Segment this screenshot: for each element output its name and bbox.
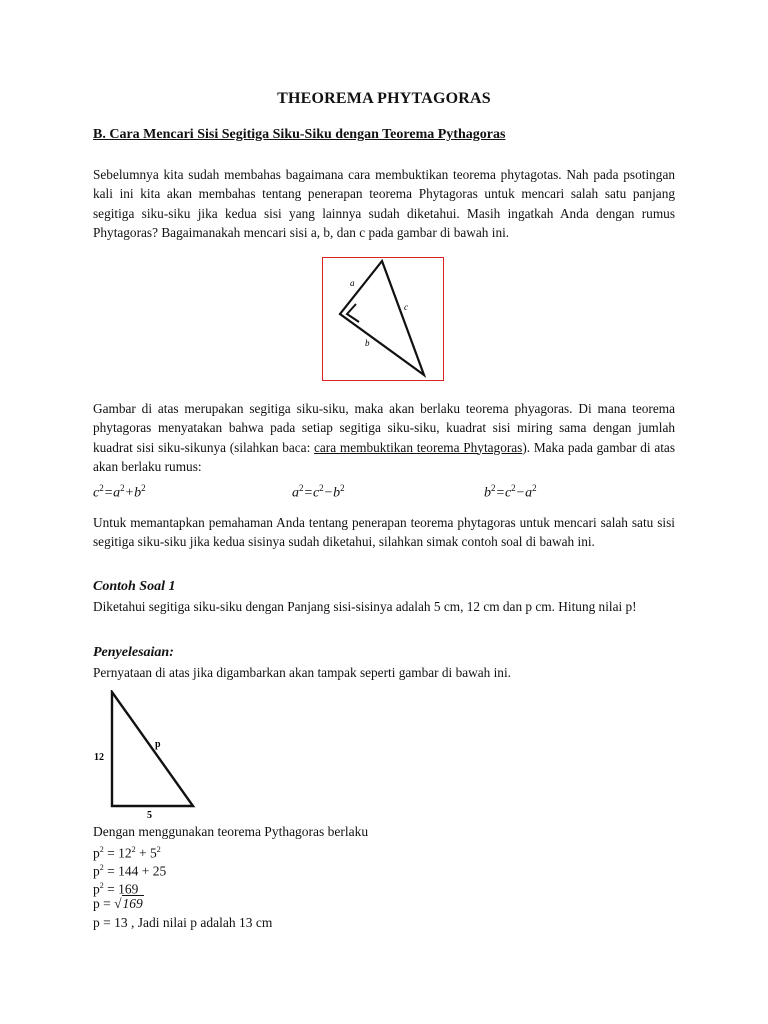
label-12: 12 xyxy=(94,752,104,763)
triangle-abc-drawing xyxy=(323,258,443,380)
intro-paragraph: Sebelumnya kita sudah membahas bagaimana cara membuktikan teorema phytagotas. Nah pada psotingan kali ini kita akan membahas tentang penerapan teorema Phytagoras untuk mencari salah satu panjang segitiga siku-siku jika kedua sisi yang lainnya sudah diketahui. Masih ingatkah Anda dengan rumus Phytagoras? Bagaimanakah mencari sisi a, b, dan c pada gambar di bawah ini. xyxy=(93,167,675,240)
page-title: THEOREMA PHYTAGORAS xyxy=(277,90,491,107)
formula-c-squared: $c^2=a^2+b^2$ xyxy=(93,483,146,501)
calc-line-3: $p^2 = 169$ xyxy=(93,881,139,897)
formula-a-squared: $a^2=c^2-b^2$ xyxy=(292,483,345,501)
label-b: b xyxy=(365,338,370,348)
triangle-figure-12-5-p xyxy=(93,690,213,820)
label-c: c xyxy=(404,302,408,312)
calc-line-1: $p^2 = 12^2 + 5^2$ xyxy=(93,845,161,861)
calc-intro: Dengan menggunakan teorema Pythagoras berlaku xyxy=(93,824,369,839)
label-a: a xyxy=(350,278,355,288)
triangle-figure-abc xyxy=(322,257,444,381)
example-heading: Contoh Soal 1 xyxy=(93,579,176,594)
triangle-12-5-p-shape xyxy=(112,692,193,806)
explain-paragraph xyxy=(93,399,675,476)
solution-heading: Penyelesaian: xyxy=(93,645,174,660)
section-heading: B. Cara Mencari Sisi Segitiga Siku-Siku dengan Teorema Pythagoras xyxy=(93,127,506,142)
label-p: p xyxy=(155,739,161,750)
formula-b-squared: $b^2=c^2-a^2$ xyxy=(484,483,537,501)
explain-text-before: Gambar di atas merupakan segitiga siku-siku, maka akan berlaku teorema phyagoras. Di mana teorema phytagoras menyatakan bahwa pada setiap segitiga siku-siku, kuadrat sisi miring sama dengan jumlah kuadrat sisi siku-sikunya (silahkan baca: xyxy=(93,401,675,455)
calc-line-4: p = √169 xyxy=(93,896,143,911)
triangle-12-5-p-drawing xyxy=(93,690,213,820)
solution-intro: Pernyataan di atas jika digambarkan akan tampak seperti gambar di bawah ini. xyxy=(93,665,511,680)
label-5: 5 xyxy=(147,810,152,820)
sqrt-symbol: √169 xyxy=(114,896,143,911)
example-text: Diketahui segitiga siku-siku dengan Panjang sisi-sisinya adalah 5 cm, 12 cm dan p cm. Hitung nilai p! xyxy=(93,599,637,614)
lead-paragraph: Untuk memantapkan pemahaman Anda tentang penerapan teorema phytagoras untuk mencari salah satu sisi segitiga siku-siku jika kedua sisinya sudah diketahui, silahkan simak contoh soal di bawah ini. xyxy=(93,515,675,550)
calc-line-2: $p^2 = 144 + 25$ xyxy=(93,863,167,879)
formula-row xyxy=(93,483,675,503)
explain-text-after: ). Maka pada gambar di atas akan berlaku rumus: xyxy=(93,439,675,474)
calc-line-5: p = 13 , Jadi nilai p adalah 13 cm xyxy=(93,915,273,930)
proof-link[interactable]: cara membuktikan teorema Phytagoras xyxy=(314,439,523,455)
